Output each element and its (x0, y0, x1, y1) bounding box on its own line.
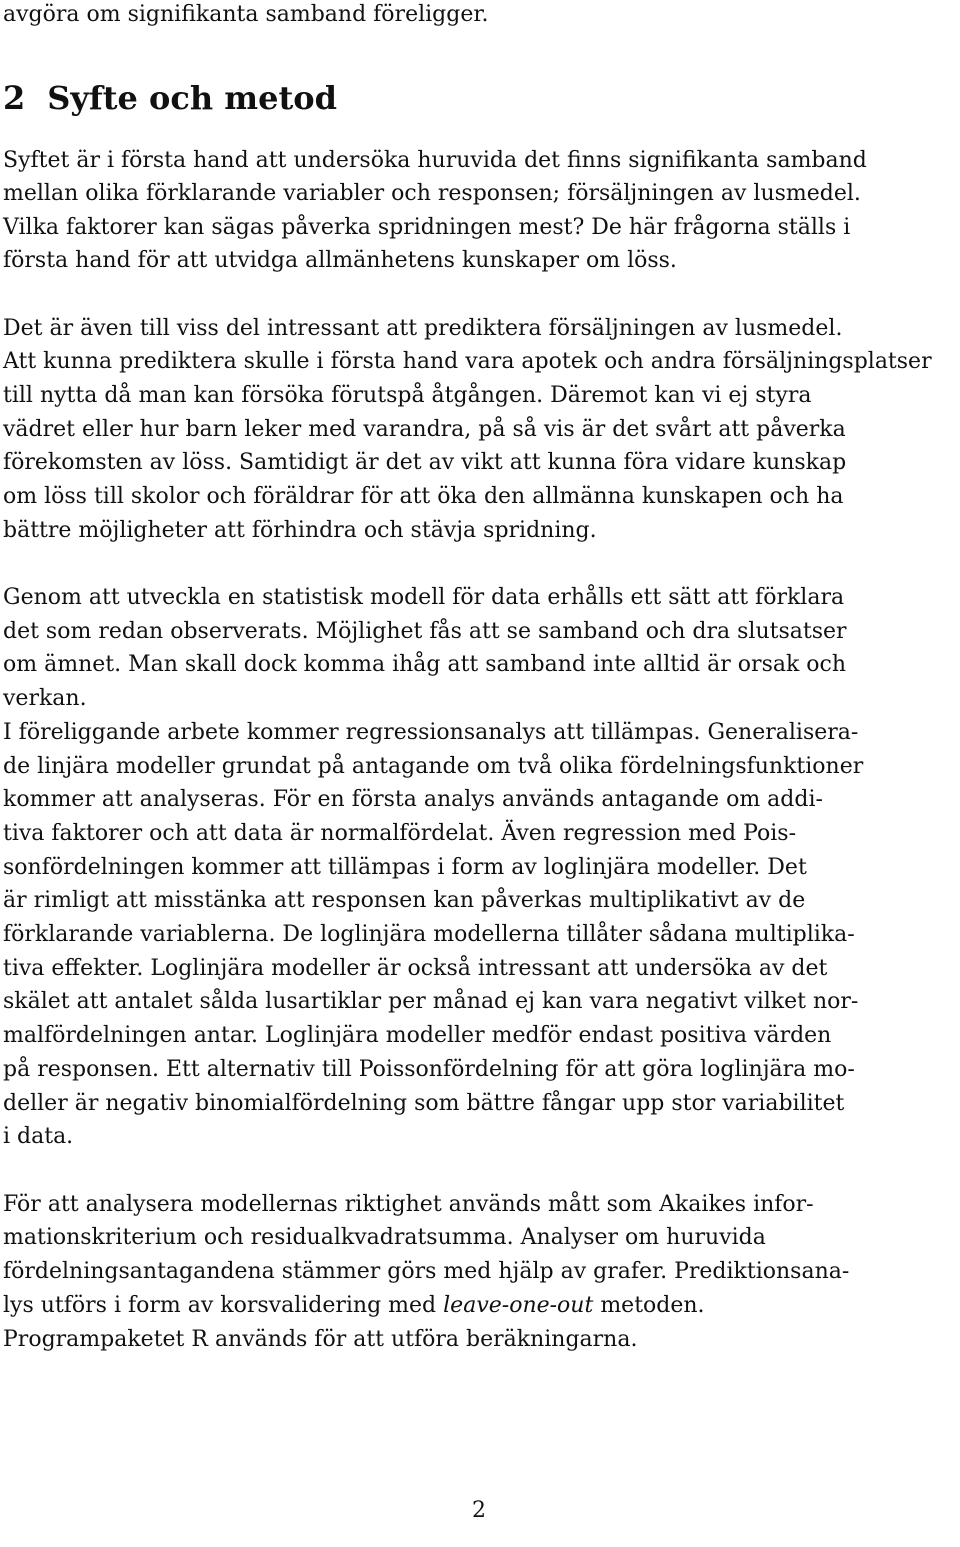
text-line: Vilka faktorer kan sägas påverka spridningen mest? De här frågorna ställs i (3, 215, 851, 240)
text-line: på responsen. Ett alternativ till Poissonfördelning för att göra loglinjära mo- (3, 1057, 855, 1082)
page-number: 2 (472, 1498, 486, 1523)
text-line: förklarande variablerna. De loglinjära modellerna tillåter sådana multiplika- (3, 922, 855, 947)
text-line: Genom att utveckla en statistisk modell för data erhålls ett sätt att förklara (3, 585, 845, 610)
text-segment: metoden. (593, 1293, 705, 1318)
text-line: förekomsten av löss. Samtidigt är det av vikt att kunna föra vidare kunskap (3, 450, 847, 475)
text-segment: lys utförs i form av korsvalidering med (3, 1293, 444, 1318)
text-line: till nytta då man kan försöka förutspå åtgången. Däremot kan vi ej styra (3, 383, 812, 408)
text-line: fördelningsantagandena stämmer görs med hjälp av grafer. Prediktionsana- (3, 1259, 850, 1284)
text-line: Syftet är i första hand att undersöka huruvida det finns signifikanta samband (3, 148, 867, 173)
text-line: tiva effekter. Loglinjära modeller är också intressant att undersöka av det (3, 956, 828, 981)
text-line: För att analysera modellernas riktighet används mått som Akaikes infor- (3, 1192, 814, 1217)
text-line: bättre möjligheter att förhindra och stävja spridning. (3, 518, 597, 543)
text-line: skälet att antalet sålda lusartiklar per månad ej kan vara negativt vilket nor- (3, 989, 859, 1014)
section-title: Syfte och metod (47, 79, 337, 117)
text-line: kommer att analyseras. För en första analys används antagande om addi- (3, 787, 823, 812)
text-line: de linjära modeller grundat på antagande om två olika fördelningsfunktioner (3, 754, 864, 779)
text-line: Programpaketet R används för att utföra beräkningarna. (3, 1327, 638, 1352)
text-line: om löss till skolor och föräldrar för att öka den allmänna kunskapen och ha (3, 484, 844, 509)
text-line: första hand för att utvidga allmänhetens kunskaper om löss. (3, 248, 677, 273)
text-line: vädret eller hur barn leker med varandra, på så vis är det svårt att påverka (3, 417, 846, 442)
section-number: 2 (3, 79, 26, 117)
text-line: Det är även till viss del intressant att prediktera försäljningen av lusmedel. (3, 316, 843, 341)
text-line: tiva faktorer och att data är normalfördelat. Även regression med Pois- (3, 821, 797, 846)
text-line: mellan olika förklarande variabler och responsen; försäljningen av lusmedel. (3, 181, 861, 206)
emphasized-term: leave-one-out (443, 1293, 594, 1318)
text-line: mationskriterium och residualkvadratsumma. Analyser om huruvida (3, 1225, 766, 1250)
text-line: är rimligt att misstänka att responsen kan påverkas multiplikativt av de (3, 888, 806, 913)
text-line (3, 1291, 705, 1321)
text-line: deller är negativ binomialfördelning som bättre fångar upp stor variabilitet (3, 1091, 845, 1116)
text-line: malfördelningen antar. Loglinjära modeller medför endast positiva värden (3, 1023, 832, 1048)
text-line: i data. (3, 1124, 74, 1149)
text-line: Att kunna prediktera skulle i första hand vara apotek och andra försäljningsplatser (3, 349, 932, 374)
text-line: om ämnet. Man skall dock komma ihåg att samband inte alltid är orsak och (3, 652, 847, 677)
text-line: I föreliggande arbete kommer regressionsanalys att tillämpas. Generalisera- (3, 720, 859, 745)
continued-text-line: avgöra om signifikanta samband föreligger. (3, 2, 489, 27)
section-heading (3, 78, 337, 118)
text-line: sonfördelningen kommer att tillämpas i form av loglinjära modeller. Det (3, 855, 807, 880)
text-line: verkan. (3, 686, 87, 711)
text-line: det som redan observerats. Möjlighet fås att se samband och dra slutsatser (3, 619, 847, 644)
